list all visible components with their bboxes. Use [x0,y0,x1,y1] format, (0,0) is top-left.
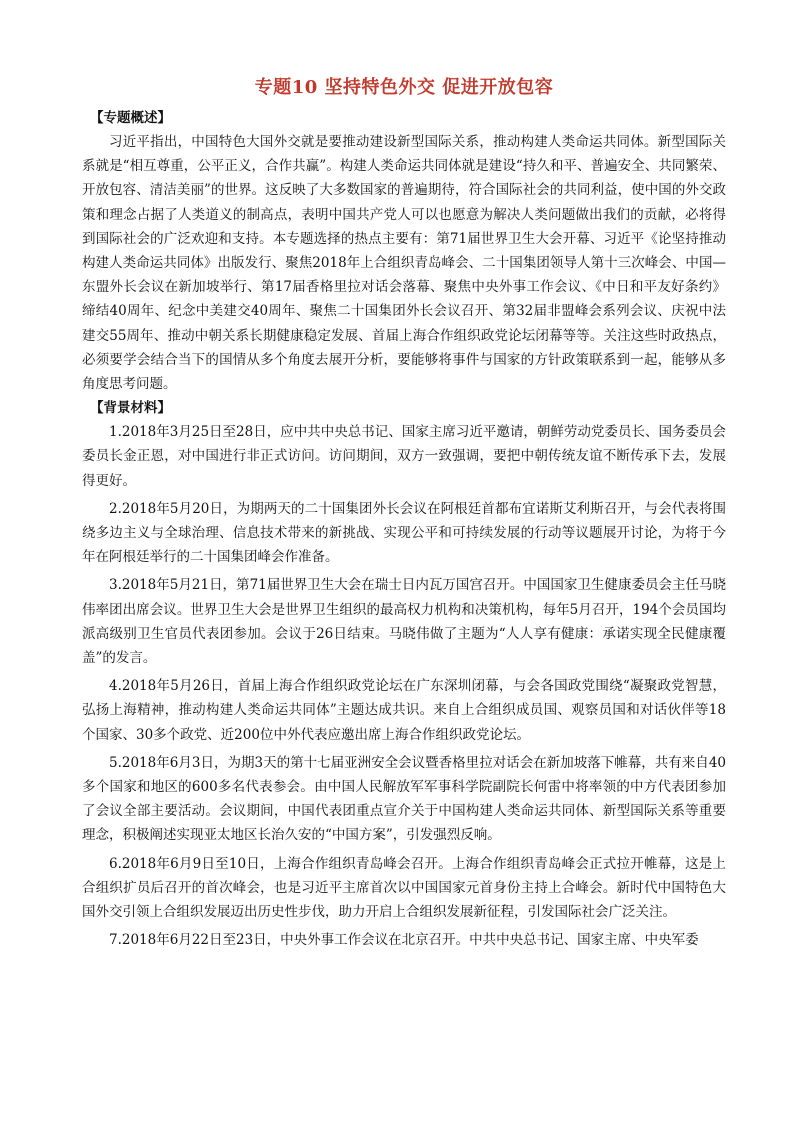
background-item-6: 6.2018年6月9日至10日，上海合作组织青岛峰会召开。上海合作组织青岛峰会正式拉开帷幕，这是上合组织扩员后召开的首次峰会，也是习近平主席首次以中国国家元首身份主持上合峰会。新时代中国特色大国外交引领上合组织发展迈出历史性步伐，助力开启上合组织发展新征程，引发国际社会广泛关注。 [82,855,726,921]
background-item-1: 1.2018年3月25日至28日，应中共中央总书记、国家主席习近平邀请，朝鲜劳动党委员长、国务委员会委员长金正恩，对中国进行非正式访问。访问期间，双方一致强调，要把中朝传统友谊不断传承下去，发展得更好。 [82,424,726,489]
background-item-7: 7.2018年6月22日至23日，中央外事工作会议在北京召开。中共中央总书记、国家主席、中央军委 [109,932,699,949]
background-heading: 【背景材料】 [90,400,171,417]
background-item-3: 3.2018年5月21日，第71届世界卫生大会在瑞士日内瓦万国宫召开。中国国家卫生健康委员会主任马晓伟率团出席会议。世界卫生大会是世界卫生组织的最高权力机构和决策机构，每年5月召开，194个会员国均派高级别卫生官员代表团参加。会议于26日结束。马晓伟做了主题为“人人享有健康：承诺实现全民健康覆盖”的发言。 [82,577,726,667]
overview-heading: 【专题概述】 [90,110,171,126]
background-item-4: 4.2018年5月26日，首届上海合作组织政党论坛在广东深圳闭幕，与会各国政党围绕“凝聚政党智慧，弘扬上海精神，推动构建人类命运共同体”主题达成共识。来自上合组织成员国、观察员国和对话伙伴等18个国家、30多个政党、近200位中外代表应邀出席上海合作组织政党论坛。 [82,678,726,743]
overview-paragraph: 习近平指出，中国特色大国外交就是要推动建设新型国际关系，推动构建人类命运共同体。新型国际关系就是“相互尊重，公平正义，合作共赢”。构建人类命运共同体就是建设“持久和平、普遍安全、共同繁荣、开放包容、清洁美丽”的世界。这反映了大多数国家的普遍期待，符合国际社会的共同利益，使中国的外交政策和理念占据了人类道义的制高点，表明中国共产党人可以也愿意为解决人类问题做出我们的贡献，必将得到国际社会的广泛欢迎和支持。本专题选择的热点主要有：第71届世界卫生大会开幕、习近平《论坚持推动构建人类命运共同体》出版发行、聚焦2018年上合组织青岛峰会、二十国集团领导人第十三次峰会、中国—东盟外长会议在新加坡举行、第17届香格里拉对话会落幕、聚焦中央外事工作会议、《中日和平友好条约》缔结40周年、纪念中美建交40周年、聚焦二十国集团外长会议召开、第32届非盟峰会系列会议、庆祝中法建交55周年、推动中朝关系长期健康稳定发展、首届上海合作组织政党论坛闭幕等等。关注这些时政热点，必须要学会结合当下的国情从多个角度去展开分析，要能够将事件与国家的方针政策联系到一起，能够从多角度思考问题。 [82,134,726,393]
document-page [82,76,726,957]
page-title: 专题10 坚持特色外交 促进开放包容 [254,77,554,98]
background-item-2: 2.2018年5月20日，为期两天的二十国集团外长会议在阿根廷首都布宜诺斯艾利斯召开，与会代表将围绕多边主义与全球治理、信息技术带来的新挑战、实现公平和可持续发展的行动等议题展开讨论，为将于今年在阿根廷举行的二十国集团峰会作准备。 [82,500,726,566]
background-item-5: 5.2018年6月3日，为期3天的第十七届亚洲安全会议暨香格里拉对话会在新加坡落下帷幕，共有来自40多个国家和地区的600多名代表参会。由中国人民解放军军事科学院副院长何雷中将率领的中方代表团参加了会议全部主要活动。会议期间，中国代表团重点宣介关于中国构建人类命运共同体、新型国际关系等重要理念，积极阐述实现亚太地区长治久安的“中国方案”，引发强烈反响。 [82,754,726,844]
